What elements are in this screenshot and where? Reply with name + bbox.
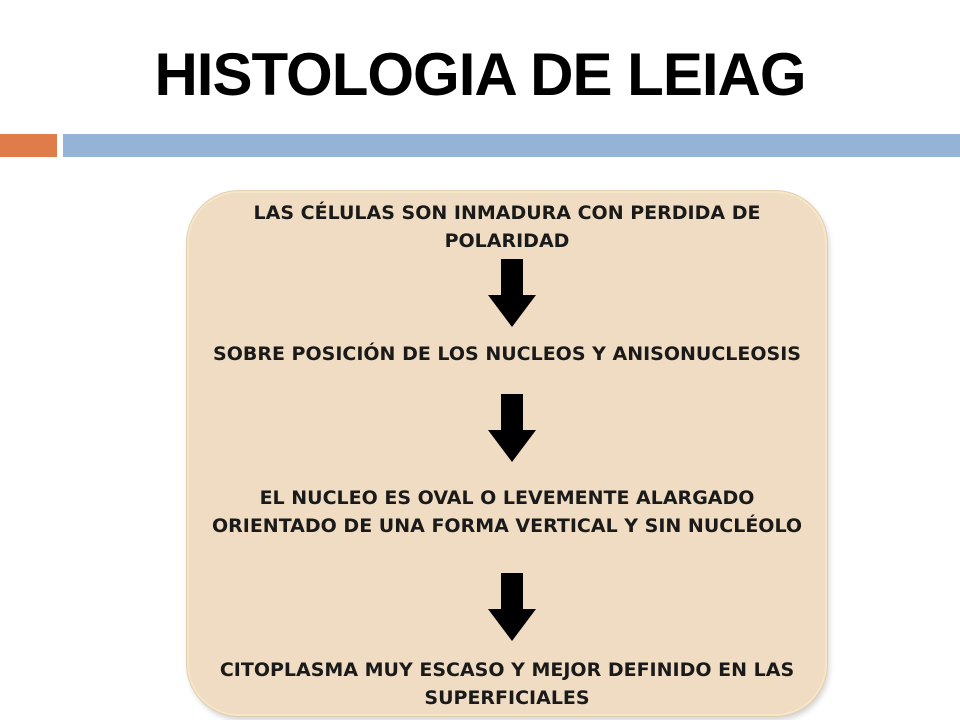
title-accent-bar xyxy=(0,134,57,157)
title-divider-bar xyxy=(63,134,960,157)
flow-step-1: LAS CÉLULAS SON INMADURA CON PERDIDA DE POLARIDAD xyxy=(253,202,761,252)
down-arrow-icon xyxy=(488,259,536,327)
slide-title: HISTOLOGIA DE LEIAG xyxy=(154,41,806,108)
down-arrow-icon xyxy=(488,394,536,462)
down-arrow-icon xyxy=(488,573,536,641)
flow-step-2: SOBRE POSICIÓN DE LOS NUCLEOS Y ANISONUCLEOSIS xyxy=(213,343,801,365)
flow-step-3: EL NUCLEO ES OVAL O LEVEMENTE ALARGADO ORIENTADO DE UNA FORMA VERTICAL Y SIN NUCLÉOLO xyxy=(211,487,803,537)
flow-step-4: CITOPLASMA MUY ESCASO Y MEJOR DEFINIDO EN LAS SUPERFICIALES xyxy=(219,659,795,709)
